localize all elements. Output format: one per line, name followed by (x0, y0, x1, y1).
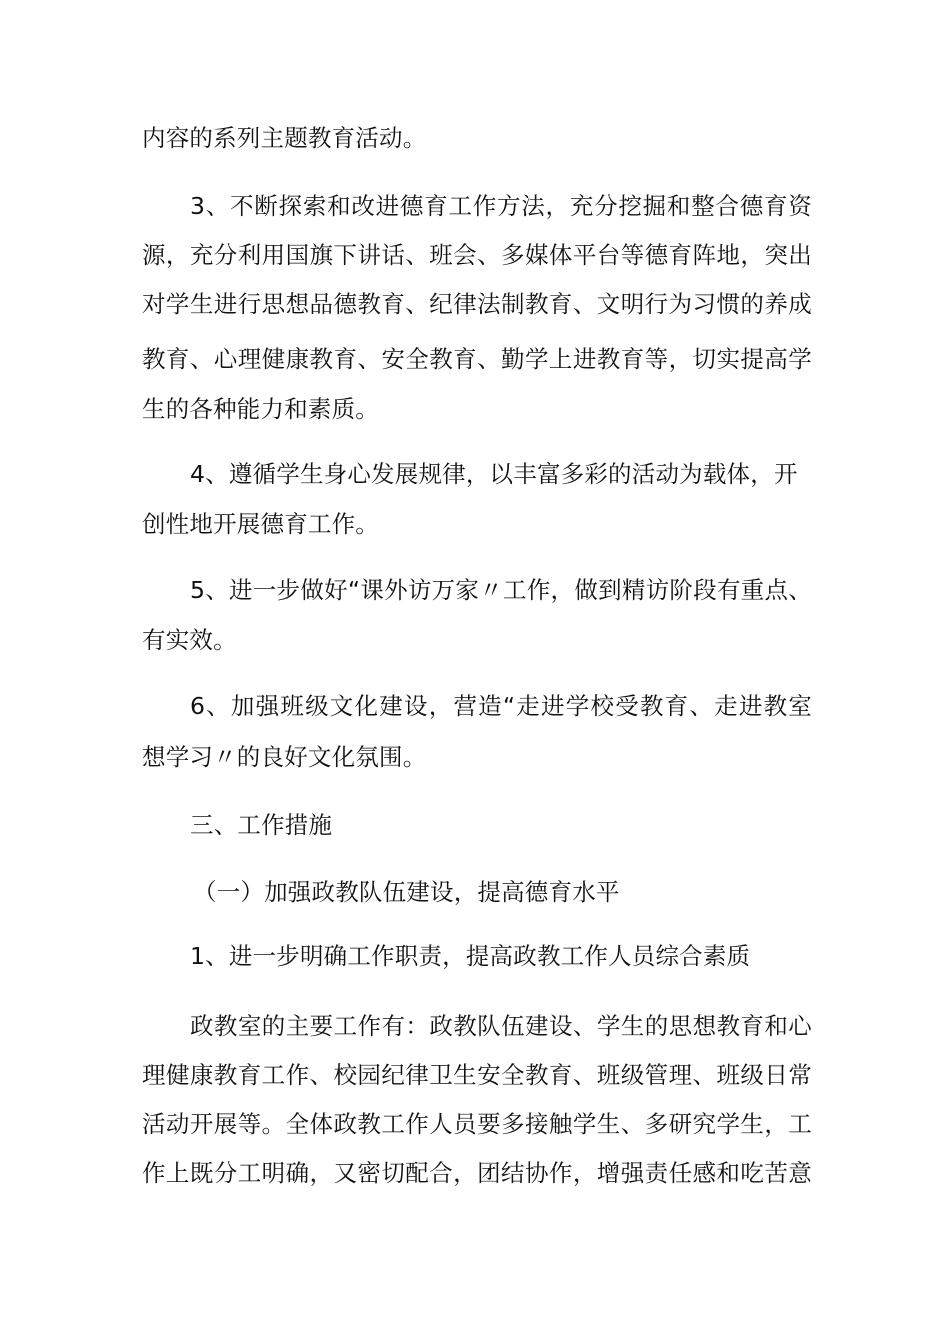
paragraph-line: 对学生进行思想品德教育、纪律法制教育、文明行为习惯的养成 (142, 290, 812, 318)
paragraph-line: 5、进一步做好“课外访万家〃工作，做到精访阶段有重点、 (190, 576, 812, 604)
paragraph-line: 6、加强班级文化建设，营造“走进学校受教育、走进教室 (190, 692, 812, 720)
paragraph-line: 教育、心理健康教育、安全教育、勤学上进教育等，切实提高学 (142, 345, 812, 373)
paragraph-line: 理健康教育工作、校园纪律卫生安全教育、班级管理、班级日常 (142, 1061, 812, 1089)
paragraph-line: 政教室的主要工作有：政教队伍建设、学生的思想教育和心 (190, 1012, 812, 1040)
paragraph-line: 4、遵循学生身心发展规律，以丰富多彩的活动为载体，开 (190, 460, 798, 488)
paragraph-line: 1、进一步明确工作职责，提高政教工作人员综合素质 (190, 942, 751, 970)
section-heading: 三、工作措施 (190, 811, 333, 839)
paragraph-line: 内容的系列主题教育活动。 (142, 124, 427, 152)
paragraph-line: 3、不断探索和改进德育工作方法，充分挖掘和整合德育资 (190, 192, 812, 220)
paragraph-line: 想学习〃的良好文化氛围。 (142, 743, 427, 771)
paragraph-line: 源，充分利用国旗下讲话、班会、多媒体平台等德育阵地，突出 (142, 241, 812, 269)
paragraph-line: 活动开展等。全体政教工作人员要多接触学生、多研究学生，工 (142, 1110, 812, 1138)
paragraph-line: 生的各种能力和素质。 (142, 395, 379, 423)
paragraph-line: 作上既分工明确，又密切配合，团结协作，增强责任感和吃苦意 (142, 1159, 812, 1187)
paragraph-line: 有实效。 (142, 626, 237, 654)
subsection-heading: （一）加强政教队伍建设，提高德育水平 (193, 878, 620, 906)
paragraph-line: 创性地开展德育工作。 (142, 510, 379, 538)
